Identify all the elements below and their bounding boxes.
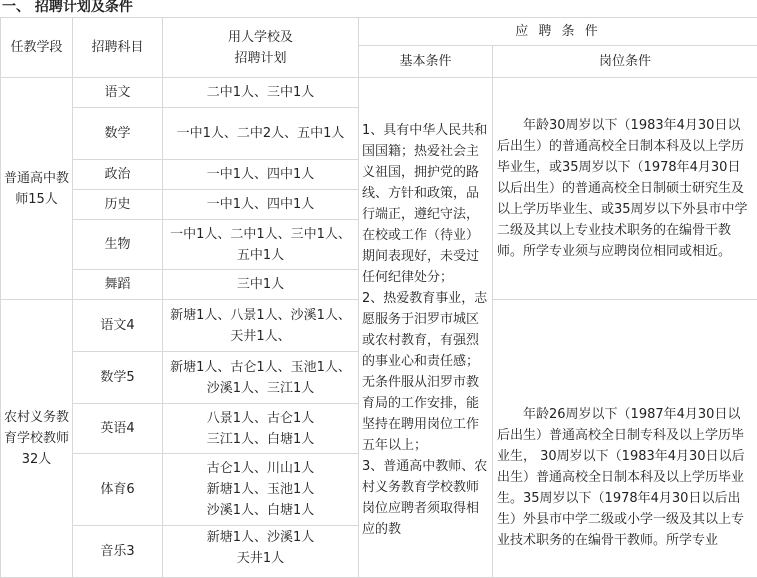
plan-cell: 二中1人、三中1人 <box>163 78 359 108</box>
plan-cell: 新塘1人、古仑1人、玉池1人、沙溪1人、三江1人 <box>163 352 359 404</box>
plan-cell: 一中1人、四中1人 <box>163 190 359 220</box>
subject-cell: 音乐3 <box>73 526 163 578</box>
plan-cell: 新塘1人、八景1人、沙溪1人、天井1人、 <box>163 300 359 352</box>
header-subject: 招聘科目 <box>73 18 163 78</box>
subject-cell: 英语4 <box>73 404 163 454</box>
post-conditions-rural: 年龄26周岁以下（1987年4月30日以后出生）普通高校全日制专科及以上学历毕业生， 30周岁以下（1983年4月30日以后出生）普通高校全日制本科及以上学历毕业生。35周岁以下（1978年4月30日以后出生）外县市中学二级或小学一级及其以上专业技术职务的在编骨干教师。所学专业 <box>493 300 757 578</box>
plan-cell: 八景1人、古仑1人 三江1人、白塘1人 <box>163 404 359 454</box>
header-post-conditions: 岗位条件 <box>493 46 757 78</box>
header-conditions: 应 聘 条 件 <box>359 18 757 46</box>
plan-cell: 三中1人 <box>163 270 359 300</box>
subject-cell: 舞蹈 <box>73 270 163 300</box>
subject-cell: 生物 <box>73 220 163 270</box>
subject-cell: 政治 <box>73 160 163 190</box>
recruitment-table <box>0 17 757 578</box>
plan-cell: 一中1人、二中2人、五中1人 <box>163 108 359 160</box>
stage-high-school: 普通高中教师15人 <box>1 78 73 300</box>
subject-cell: 语文 <box>73 78 163 108</box>
subject-cell: 历史 <box>73 190 163 220</box>
header-school-plan: 用人学校及 招聘计划 <box>163 18 359 78</box>
header-basic-conditions: 基本条件 <box>359 46 493 78</box>
plan-cell: 一中1人、四中1人 <box>163 160 359 190</box>
plan-cell: 新塘1人、沙溪1人 天井1人 <box>163 526 359 578</box>
section-heading: 一、 招聘计划及条件 <box>2 0 133 16</box>
stage-rural-compulsory: 农村义务教育学校教师 32人 <box>1 300 73 578</box>
subject-cell: 语文4 <box>73 300 163 352</box>
post-conditions-high-school: 年龄30周岁以下（1983年4月30日以后出生）的普通高校全日制本科及以上学历毕业生，或35周岁以下（1978年4月30日以后出生）的普通高校全日制硕士研究生及以上学历毕业生、或35周岁以下外县市中学二级及其以上专业技术职务的在编骨干教师。所学专业须与应聘岗位相同或相近。 <box>493 78 757 300</box>
plan-cell: 一中1人、二中1人、三中1人、五中1人 <box>163 220 359 270</box>
subject-cell: 体育6 <box>73 454 163 526</box>
subject-cell: 数学 <box>73 108 163 160</box>
header-stage: 任教学段 <box>1 18 73 78</box>
plan-cell: 古仑1人、川山1人 新塘1人、玉池1人 沙溪1人、白塘1人 <box>163 454 359 526</box>
basic-conditions-text: 1、具有中华人民共和国国籍；热爱社会主义祖国，拥护党的路线、方针和政策，品行端正，遵纪守法，在校或工作（待业）期间表现好，未受过任何纪律处分； 2、热爱教育事业，志愿服务于汨罗市城区或农村教育，有强烈的事业心和责任感；无条件服从汨罗市教育局的工作安排，能坚持在聘用岗位工作五年以上； 3、普通高中教师、农村义务教育学校教师岗位应聘者须取得相应的教 <box>359 78 493 578</box>
subject-cell: 数学5 <box>73 352 163 404</box>
